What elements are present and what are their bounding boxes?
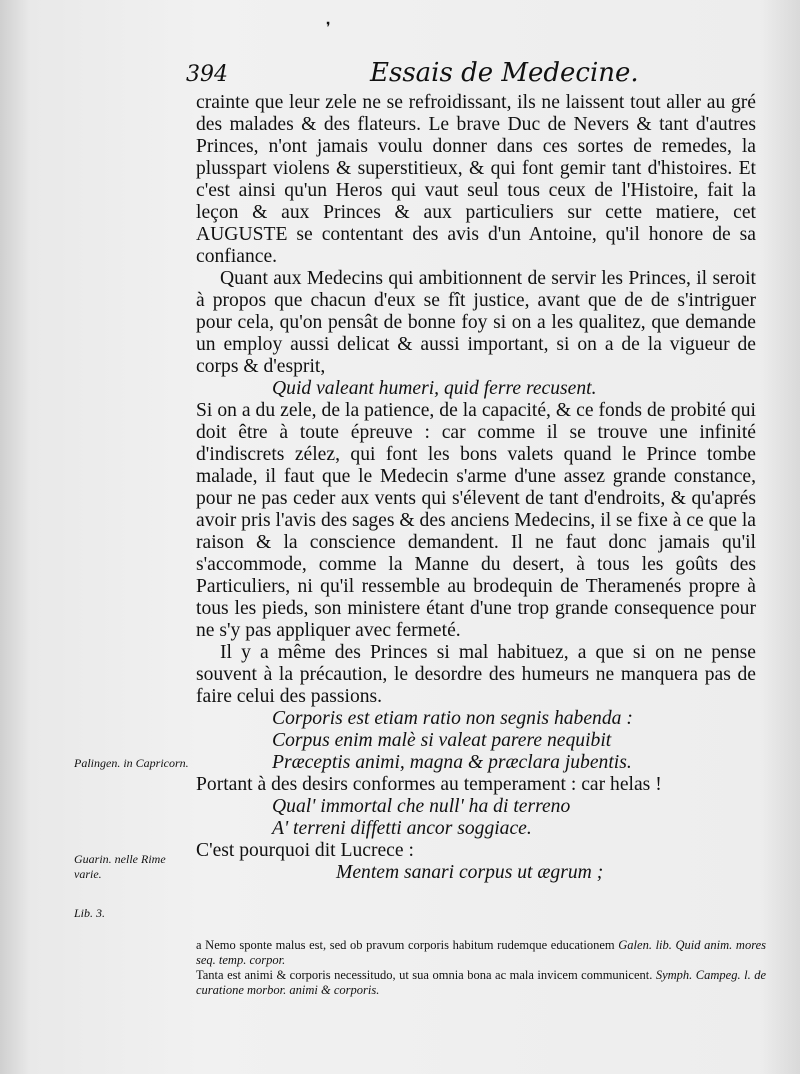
- footnotes: [196, 938, 766, 998]
- footnote-1: [196, 938, 766, 968]
- footnote-1-ref: Galen. lib. Quid anim. mores seq. temp. corpor.: [196, 938, 767, 967]
- running-head: Essais de Medecine.: [370, 58, 639, 88]
- footnote-2-ref: Symph. Campeg. l. de curatione morbor. animi & corporis.: [196, 968, 767, 997]
- footnote-2: [196, 968, 766, 998]
- paragraph-6: C'est pourquoi dit Lucrece :: [196, 840, 414, 861]
- paragraph-2: Quant aux Medecins qui ambitionnent de servir les Princes, il seroit à propos que chacun d'eux se fît justice, avant que de de s'intriguer pour cela, qu'on pensât de bonne foy si on a les qualitez, que demande un employ aussi delicat & aussi important, si on a de la vigueur de corps & d'esprit,: [196, 268, 756, 377]
- footnote-2-text: Tanta est animi & corporis necessitudo, ut sua omnia bona ac mala invicem communicent.: [196, 968, 653, 982]
- main-text: [196, 92, 756, 884]
- verse-guarini-line-2: A' terreni diffetti ancor soggiace.: [272, 818, 532, 839]
- paragraph-5: Portant à des desirs conformes au temperament : car helas !: [196, 774, 662, 795]
- page-header: [186, 58, 746, 88]
- margin-note-lib: Lib. 3.: [74, 906, 106, 920]
- paragraph-1: crainte que leur zele ne se refroidissant, ils ne laissent tout aller au gré des malades & des flateurs. Le brave Duc de Nevers & tant d'autres Princes, n'ont jamais voulu donner dans ces sortes de remedes, la plusspart violens & superstitieux, & qui font gemir tant d'histoires. Et c'est ainsi qu'un Heros qui vaut seul tous ceux de l'Histoire, fait la leçon & aux Princes & aux particuliers sur cette matiere, cet AUGUSTE se contentant des avis d'un Antoine, qu'il honore de sa confiance.: [196, 92, 756, 267]
- ink-mark: ❜: [326, 20, 331, 36]
- verse-horace: Quid valeant humeri, quid ferre recusent.: [272, 378, 597, 399]
- margin-note-palingenius: Palingen. in Capricorn.: [74, 756, 189, 770]
- verse-palingenius-line-2: Corpus enim malè si valeat parere nequibit: [272, 730, 612, 751]
- page-number: 394: [186, 62, 228, 87]
- verse-lucretius: Mentem sanari corpus ut ægrum ;: [336, 862, 604, 883]
- paragraph-3: Si on a du zele, de la patience, de la capacité, & ce fonds de probité qui doit être à toute épreuve : car comme il se trouve une infinité d'indiscrets zélez, qui font les bons valets quand le Prince tombe malade, il faut que le Medecin s'arme d'une assez grande constance, pour ne pas ceder aux vents qui s'élevent de tant d'endroits, & qu'aprés avoir pris l'avis des sages & des anciens Medecins, il se fixe à ce que la raison & la conscience demandent. Il ne faut donc jamais qu'il s'accommode, comme la Manne du desert, à tous les goûts des Particuliers, ni qu'il ressemble au brodequin de Theramenés propre à tous les pieds, son ministere étant d'une trop grande consequence pour ne s'y pas appliquer avec fermeté.: [196, 400, 756, 641]
- verse-palingenius-line-3: Præceptis animi, magna & præclara jubentis.: [272, 752, 632, 773]
- verse-guarini-line-1: Qual' immortal che null' ha di terreno: [272, 796, 571, 817]
- paragraph-4: Il y a même des Princes si mal habituez, a que si on ne pense souvent à la précaution, le desordre des humeurs ne manquera pas de faire celui des passions.: [196, 642, 756, 707]
- verse-palingenius-line-1: Corporis est etiam ratio non segnis habenda :: [272, 708, 633, 729]
- footnote-1-text: a Nemo sponte malus est, sed ob pravum corporis habitum rudemque educationem: [196, 938, 615, 952]
- margin-note-guarini: Guarin. nelle Rime varie.: [74, 852, 166, 881]
